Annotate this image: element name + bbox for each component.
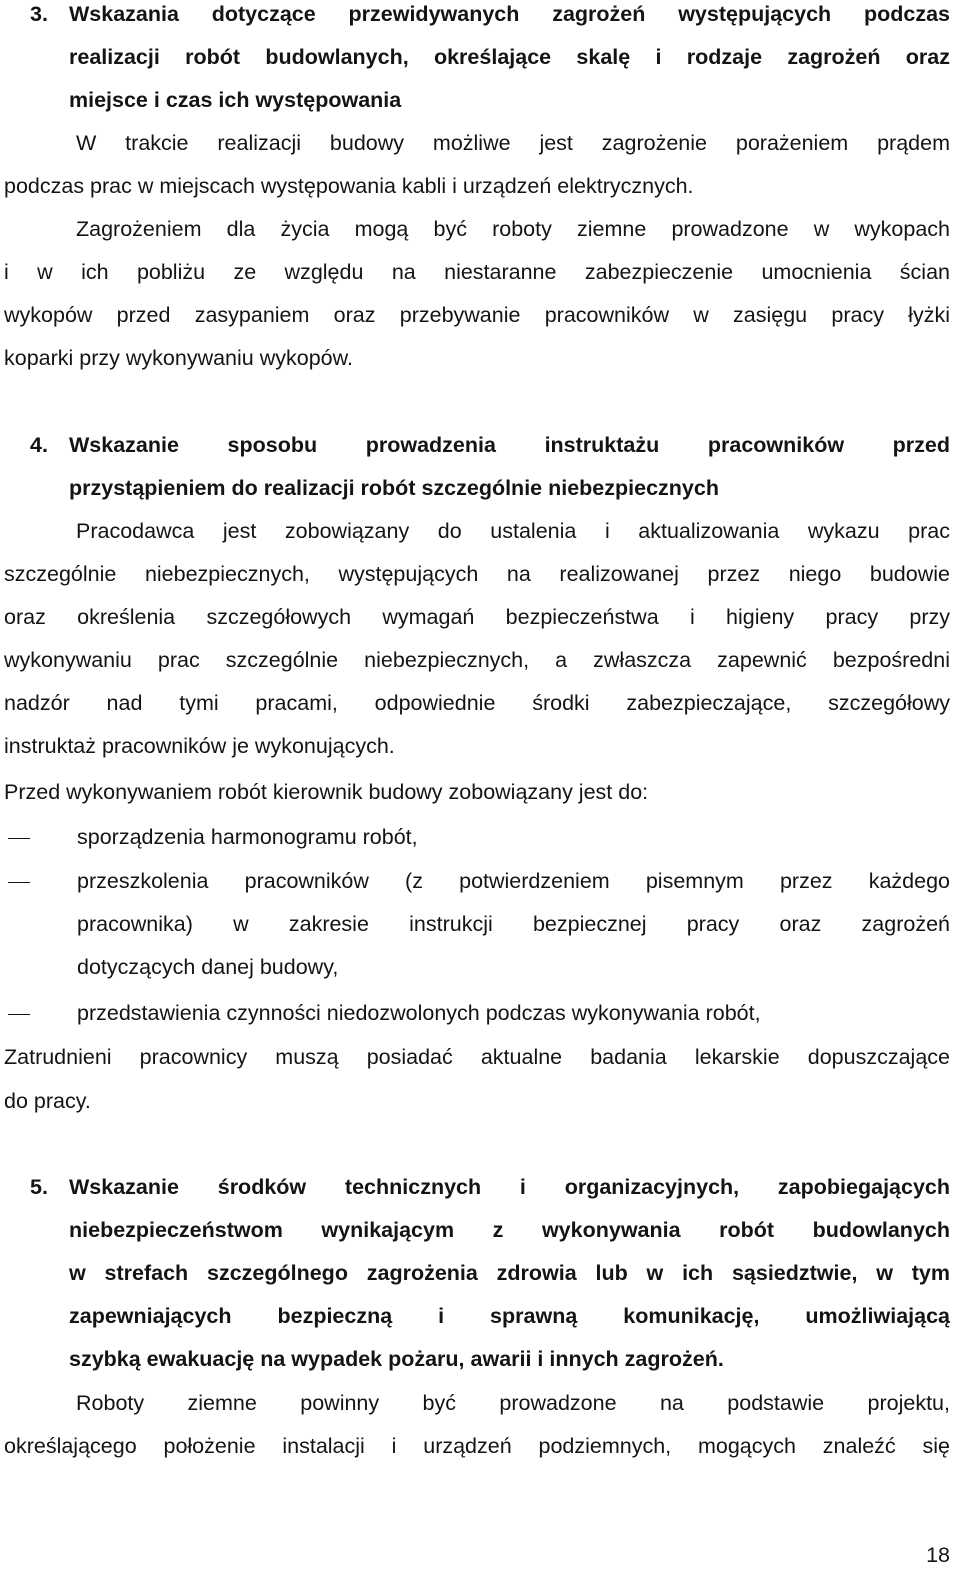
section-5-number: 5.	[30, 1175, 48, 1199]
section-4-para-1-line-1: Pracodawca jest zobowiązany do ustalenia i aktualizowania wykazu prac	[76, 519, 950, 543]
section-3-para-2-line-1: Zagrożeniem dla życia mogą być roboty ziemne prowadzone w wykopach	[76, 217, 950, 241]
section-3-heading-line-1: Wskazania dotyczące przewidywanych zagrożeń występujących podczas	[69, 2, 950, 26]
section-4-para-1-line-3: oraz określenia szczegółowych wymagań bezpieczeństwa i higieny pracy przy	[4, 605, 950, 629]
section-4-heading-line-1: Wskazanie sposobu prowadzenia instruktażu pracowników przed	[69, 433, 950, 457]
section-3-heading-line-3: miejsce i czas ich występowania	[69, 88, 402, 112]
section-5-heading-line-5: szybką ewakuację na wypadek pożaru, awarii i innych zagrożeń.	[69, 1347, 724, 1371]
list-dash-2	[8, 882, 30, 883]
section-4-closing-line-1: Zatrudnieni pracownicy muszą posiadać aktualne badania lekarskie dopuszczające	[4, 1045, 950, 1069]
section-4-intro: Przed wykonywaniem robót kierownik budowy zobowiązany jest do:	[4, 780, 649, 804]
list-item-2-line-1: przeszkolenia pracowników (z potwierdzeniem pisemnym przez każdego	[77, 869, 950, 893]
list-dash-3	[8, 1014, 30, 1015]
section-4-para-1-line-4: wykonywaniu prac szczególnie niebezpiecznych, a zwłaszcza zapewnić bezpośredni	[4, 648, 950, 672]
section-5-heading-line-3: w strefach szczególnego zagrożenia zdrowia lub w ich sąsiedztwie, w tym	[69, 1261, 950, 1285]
section-4-number: 4.	[30, 433, 48, 457]
section-3-para-1-line-1: W trakcie realizacji budowy możliwe jest zagrożenie porażeniem prądem	[76, 131, 950, 155]
section-3-para-1-line-2: podczas prac w miejscach występowania kabli i urządzeń elektrycznych.	[4, 174, 694, 198]
section-3-para-2-line-2: i w ich pobliżu ze względu na niestaranne zabezpieczenie umocnienia ścian	[4, 260, 950, 284]
section-4-heading-line-2: przystąpieniem do realizacji robót szczególnie niebezpiecznych	[69, 476, 719, 500]
section-4-para-1-line-5: nadzór nad tymi pracami, odpowiednie środki zabezpieczające, szczegółowy	[4, 691, 950, 715]
list-item-2-line-2: pracownika) w zakresie instrukcji bezpiecznej pracy oraz zagrożeń	[77, 912, 950, 936]
section-4-closing-line-2: do pracy.	[4, 1089, 91, 1113]
section-3-heading-line-2: realizacji robót budowlanych, określające skalę i rodzaje zagrożeń oraz	[69, 45, 950, 69]
section-4-para-1-line-2: szczególnie niebezpiecznych, występujących na realizowanej przez niego budowie	[4, 562, 950, 586]
list-dash-1	[8, 838, 30, 839]
section-5-para-1-line-1: Roboty ziemne powinny być prowadzone na podstawie projektu,	[76, 1391, 950, 1415]
section-4-para-1-line-6: instruktaż pracowników je wykonujących.	[4, 734, 395, 758]
section-3-para-2-line-3: wykopów przed zasypaniem oraz przebywanie pracowników w zasięgu pracy łyżki	[4, 303, 950, 327]
section-5-para-1-line-2: określającego położenie instalacji i urządzeń podziemnych, mogących znaleźć się	[4, 1434, 950, 1458]
section-5-heading-line-4: zapewniających bezpieczną i sprawną komunikację, umożliwiającą	[69, 1304, 950, 1328]
section-5-heading-line-2: niebezpieczeństwom wynikającym z wykonywania robót budowlanych	[69, 1218, 950, 1242]
list-item-1-line-1: sporządzenia harmonogramu robót,	[77, 825, 418, 849]
list-item-3-line-1: przedstawienia czynności niedozwolonych podczas wykonywania robót,	[77, 1001, 761, 1025]
list-item-2-line-3: dotyczących danej budowy,	[77, 955, 339, 979]
section-3-para-2-line-4: koparki przy wykonywaniu wykopów.	[4, 346, 353, 370]
section-5-heading-line-1: Wskazanie środków technicznych i organizacyjnych, zapobiegających	[69, 1175, 950, 1199]
page-number: 18	[926, 1543, 950, 1567]
section-3-number: 3.	[30, 2, 48, 26]
